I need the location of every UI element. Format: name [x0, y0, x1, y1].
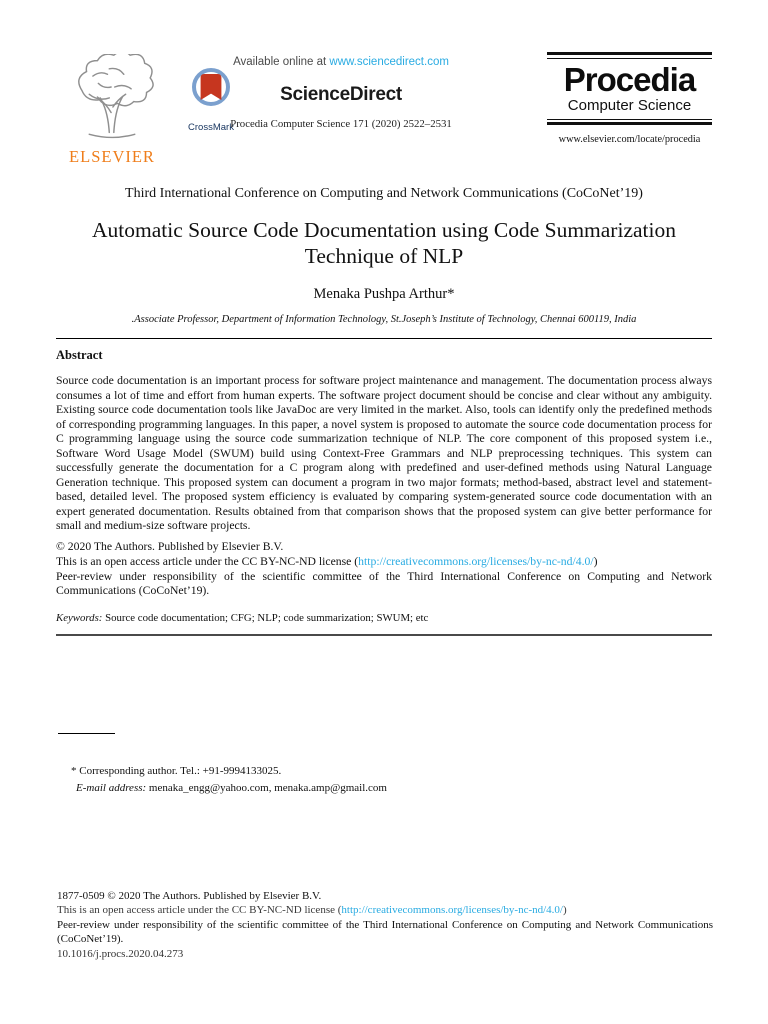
footer-peer-review-line: Peer-review under responsibility of the scientific committee of the Third International Conference on Computing and Network Communications (CoCoNet’19).: [57, 918, 713, 946]
elsevier-logo: [56, 54, 168, 167]
available-online-text: Available online at: [233, 56, 327, 68]
available-online-line: [174, 56, 508, 68]
procedia-top-rule-2: [547, 58, 712, 59]
footer-open-access-text: This is an open access article under the CC BY-NC-ND license (: [57, 904, 342, 917]
email-label: E-mail address:: [76, 782, 147, 794]
divider-bottom: [56, 634, 712, 636]
procedia-title: Procedia: [563, 60, 696, 98]
keywords-label: Keywords:: [56, 611, 103, 624]
author-affiliation: .Associate Professor, Department of Information Technology, St.Joseph’s Institute of Technology, Chennai 600119, India: [131, 314, 637, 326]
copyright-line: © 2020 The Authors. Published by Elsevier B.V.: [56, 540, 284, 554]
author-name: Menaka Pushpa Arthur*: [313, 286, 455, 303]
sciencedirect-logo: ScienceDirect: [280, 84, 402, 105]
page-header: [56, 0, 712, 178]
procedia-logo: [547, 52, 712, 145]
footer-open-access-line: [57, 903, 713, 917]
sciencedirect-link[interactable]: www.sciencedirect.com: [329, 56, 449, 68]
procedia-top-rule: [547, 52, 712, 55]
procedia-url: www.elsevier.com/locate/procedia: [558, 134, 701, 145]
procedia-bottom-rule: [547, 119, 712, 120]
email-addresses: menaka_engg@yahoo.com, menaka.amp@gmail.com: [146, 782, 387, 794]
journal-reference: Procedia Computer Science 171 (2020) 2522–2531: [230, 118, 452, 130]
crossmark-label: CrossMark: [188, 122, 234, 133]
procedia-bottom-rule-2: [547, 122, 712, 125]
email-line: [71, 780, 387, 797]
abstract-heading: Abstract: [56, 348, 103, 363]
sciencedirect-block: [174, 56, 508, 130]
keywords-line: [56, 612, 712, 624]
procedia-subtitle: Computer Science: [567, 96, 692, 114]
conference-name: Third International Conference on Computing and Network Communications (CoCoNet’19): [125, 186, 643, 201]
page-footer: [57, 889, 713, 961]
open-access-suffix: ): [593, 555, 598, 569]
license-block: [56, 540, 712, 598]
doi-line: 10.1016/j.procs.2020.04.273: [57, 947, 184, 960]
open-access-line: [56, 555, 712, 570]
open-access-text: This is an open access article under the CC BY-NC-ND license (: [56, 555, 359, 569]
issn-copyright-line: 1877-0509 © 2020 The Authors. Published by Elsevier B.V.: [57, 890, 322, 902]
cc-license-link[interactable]: http://creativecommons.org/licenses/by-nc-nd/4.0/: [358, 555, 594, 569]
footer-open-access-suffix: ): [563, 904, 567, 917]
peer-review-line: Peer-review under responsibility of the scientific committee of the Third International Conference on Computing and Network Communications (CoCoNet’19).: [56, 569, 712, 598]
footnote-rule: [58, 733, 115, 734]
elsevier-tree-icon: [62, 127, 162, 144]
divider-top: [56, 338, 712, 339]
footnote-block: [71, 763, 387, 797]
footer-cc-license-link[interactable]: http://creativecommons.org/licenses/by-nc-nd/4.0/: [341, 904, 563, 917]
paper-title: Automatic Source Code Documentation using Code Summarization Technique of NLP: [92, 218, 676, 269]
elsevier-wordmark: ELSEVIER: [69, 147, 155, 166]
corresponding-author-line: * Corresponding author. Tel.: +91-9994133025.: [71, 765, 282, 777]
keywords-text: Source code documentation; CFG; NLP; code summarization; SWUM; etc: [102, 611, 429, 624]
abstract-text: Source code documentation is an important process for software project maintenance and management. The documentation process always consumes a lot of time and effort from human experts. The software project document should be concise and clear without any ambiguity. Existing source code documentation tools like JavaDoc are very limited in the market. Also, tools can identify only the predefined methods of corresponding programming languages. In this paper, a novel system is proposed to automate the source code documentation process for C programming language using the source code summarization technique of NLP. The core component of this proposed system i.e., Software Word Usage Model (SWUM) build using Context-Free Grammars and NLP preprocessing techniques. This system can successfully generate the documentation for a C program along with predefined and user-defined methods using Natural Language Generation technique. This proposed system can document a program in two major formats; method-based, abstract level and statement-based, detailed level. The proposed system efficiency is evaluated by comparing system-generated source code documentation with an expert generated documentation. Results obtained from that comparison shows that the proposed system can give better performance for small and medium-size software projects.: [56, 374, 712, 532]
